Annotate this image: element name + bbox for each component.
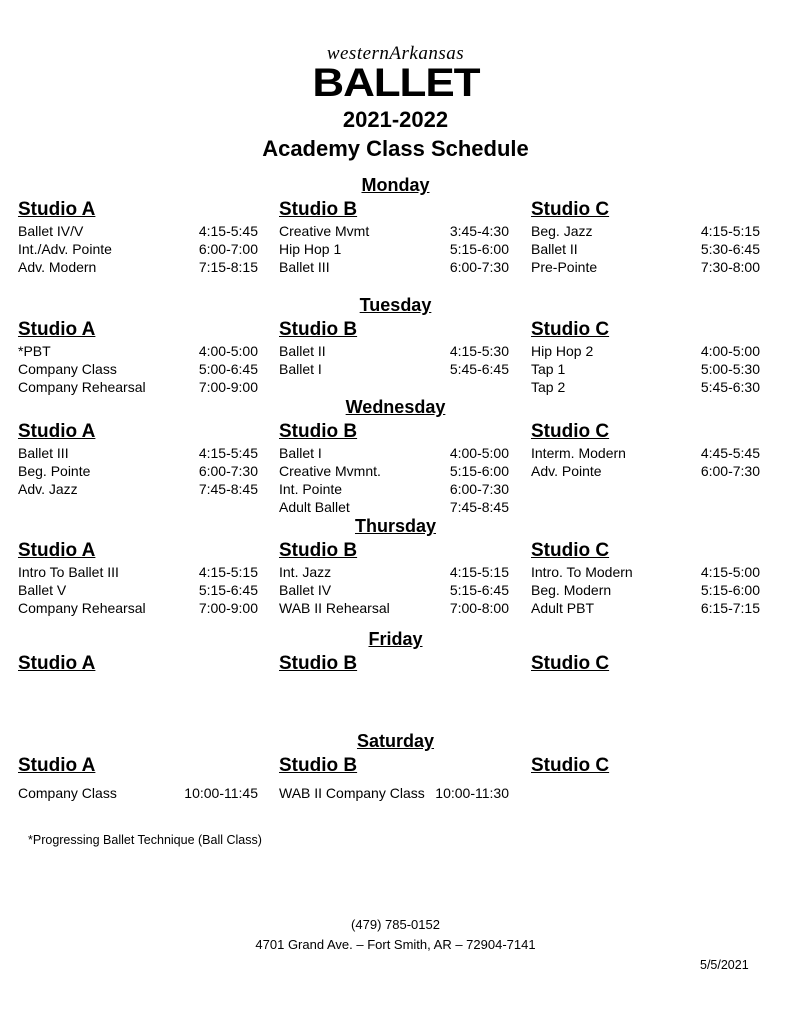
class-time: 10:00-11:45: [184, 785, 258, 801]
schedule-year: 2021-2022: [342, 107, 449, 132]
class-name: Ballet II: [531, 241, 578, 257]
schedule-title: Academy Class Schedule: [262, 136, 529, 161]
class-name: Company Class: [18, 361, 117, 377]
class-name: Hip Hop 2: [531, 343, 594, 359]
studio-heading-b: Studio B: [279, 755, 358, 776]
studio-heading-c: Studio C: [531, 421, 610, 442]
class-name: Ballet III: [279, 259, 330, 275]
class-time: 6:15-7:15: [700, 600, 760, 616]
class-name: WAB II Rehearsal: [279, 600, 390, 616]
class-name: Adv. Modern: [18, 259, 97, 275]
class-name: Company Class: [18, 785, 117, 801]
class-name: Ballet II: [279, 343, 326, 359]
class-time: 4:15-5:15: [198, 564, 258, 580]
studio-heading-a: Studio A: [18, 421, 96, 442]
class-time: 6:00-7:00: [198, 241, 258, 257]
class-time: 6:00-7:30: [700, 463, 760, 479]
class-name: Company Rehearsal: [18, 379, 146, 395]
class-name: Adult PBT: [531, 600, 595, 616]
logo: [0, 43, 791, 105]
logo-tagline: westernArkansas: [326, 43, 465, 64]
studio-heading-c: Studio C: [531, 653, 610, 674]
class-name: Ballet IV: [279, 582, 332, 598]
revision-date: 5/5/2021: [700, 958, 749, 972]
studio-heading-c: Studio C: [531, 755, 610, 776]
class-time: 5:45-6:45: [449, 361, 509, 377]
day-heading-friday: Friday: [368, 629, 423, 649]
day-heading-monday: Monday: [361, 175, 430, 195]
class-name: Adv. Pointe: [531, 463, 602, 479]
class-time: 5:45-6:30: [700, 379, 760, 395]
class-name: Pre-Pointe: [531, 259, 598, 275]
studio-heading-b: Studio B: [279, 199, 358, 220]
studio-heading-a: Studio A: [18, 319, 96, 340]
address: 4701 Grand Ave. – Fort Smith, AR – 72904-7141: [255, 937, 536, 952]
class-name: Ballet V: [18, 582, 67, 598]
class-time: 5:00-6:45: [198, 361, 258, 377]
class-time: 10:00-11:30: [435, 785, 509, 801]
class-time: 4:15-5:45: [198, 223, 258, 239]
class-time: 5:15-6:45: [198, 582, 258, 598]
class-name: Tap 1: [531, 361, 566, 377]
class-time: 7:45-8:45: [449, 499, 509, 515]
class-name: Interm. Modern: [531, 445, 626, 461]
day-heading-tuesday: Tuesday: [359, 295, 432, 315]
class-name: WAB II Company Class: [279, 785, 425, 801]
day-heading-thursday: Thursday: [354, 516, 437, 536]
class-name: Intro. To Modern: [531, 564, 633, 580]
class-time: 4:15-5:15: [449, 564, 509, 580]
class-name: Tap 2: [531, 379, 566, 395]
class-name: Ballet I: [279, 445, 322, 461]
class-name: Beg. Jazz: [531, 223, 593, 239]
studio-heading-a: Studio A: [18, 199, 96, 220]
class-name: Adv. Jazz: [18, 481, 78, 497]
class-name: Beg. Pointe: [18, 463, 91, 479]
class-name: Int./Adv. Pointe: [18, 241, 112, 257]
class-time: 4:15-5:00: [700, 564, 760, 580]
class-time: 4:00-5:00: [198, 343, 258, 359]
class-time: 4:15-5:45: [198, 445, 258, 461]
class-name: *PBT: [18, 343, 51, 359]
class-time: 7:15-8:15: [198, 259, 258, 275]
class-time: 5:00-5:30: [700, 361, 760, 377]
footnote: *Progressing Ballet Technique (Ball Class): [28, 833, 262, 847]
class-name: Adult Ballet: [279, 499, 350, 515]
class-time: 4:45-5:45: [700, 445, 760, 461]
class-time: 7:00-9:00: [198, 600, 258, 616]
phone-number: (479) 785-0152: [351, 917, 440, 932]
day-heading-wednesday: Wednesday: [345, 397, 446, 417]
class-name: Ballet I: [279, 361, 322, 377]
class-time: 4:15-5:15: [700, 223, 760, 239]
studio-heading-a: Studio A: [18, 653, 96, 674]
class-time: 6:00-7:30: [198, 463, 258, 479]
class-time: 5:15-6:00: [700, 582, 760, 598]
logo-wordmark: BALLET: [312, 61, 479, 105]
class-time: 6:00-7:30: [449, 481, 509, 497]
class-name: Hip Hop 1: [279, 241, 342, 257]
class-name: Int. Pointe: [279, 481, 343, 497]
class-time: 5:30-6:45: [700, 241, 760, 257]
class-name: Intro To Ballet III: [18, 564, 119, 580]
class-time: 4:15-5:30: [449, 343, 509, 359]
class-time: 7:00-9:00: [198, 379, 258, 395]
class-time: 5:15-6:00: [449, 241, 509, 257]
class-time: 6:00-7:30: [449, 259, 509, 275]
class-time: 5:15-6:00: [449, 463, 509, 479]
class-time: 7:45-8:45: [198, 481, 258, 497]
class-name: Beg. Modern: [531, 582, 612, 598]
studio-heading-c: Studio C: [531, 319, 610, 340]
class-name: Ballet III: [18, 445, 69, 461]
studio-heading-b: Studio B: [279, 653, 358, 674]
class-time: 7:30-8:00: [700, 259, 760, 275]
class-time: 4:00-5:00: [700, 343, 760, 359]
studio-heading-a: Studio A: [18, 540, 96, 561]
class-time: 7:00-8:00: [449, 600, 509, 616]
class-time: 5:15-6:45: [449, 582, 509, 598]
class-name: Creative Mvmnt.: [279, 463, 381, 479]
class-name: Company Rehearsal: [18, 600, 146, 616]
class-time: 4:00-5:00: [449, 445, 509, 461]
studio-heading-c: Studio C: [531, 199, 610, 220]
class-name: Int. Jazz: [279, 564, 332, 580]
studio-heading-a: Studio A: [18, 755, 96, 776]
day-heading-saturday: Saturday: [356, 731, 435, 751]
studio-heading-b: Studio B: [279, 421, 358, 442]
studio-heading-b: Studio B: [279, 540, 358, 561]
class-name: Ballet IV/V: [18, 223, 84, 239]
class-time: 3:45-4:30: [449, 223, 509, 239]
studio-heading-b: Studio B: [279, 319, 358, 340]
class-name: Creative Mvmt: [279, 223, 370, 239]
studio-heading-c: Studio C: [531, 540, 610, 561]
